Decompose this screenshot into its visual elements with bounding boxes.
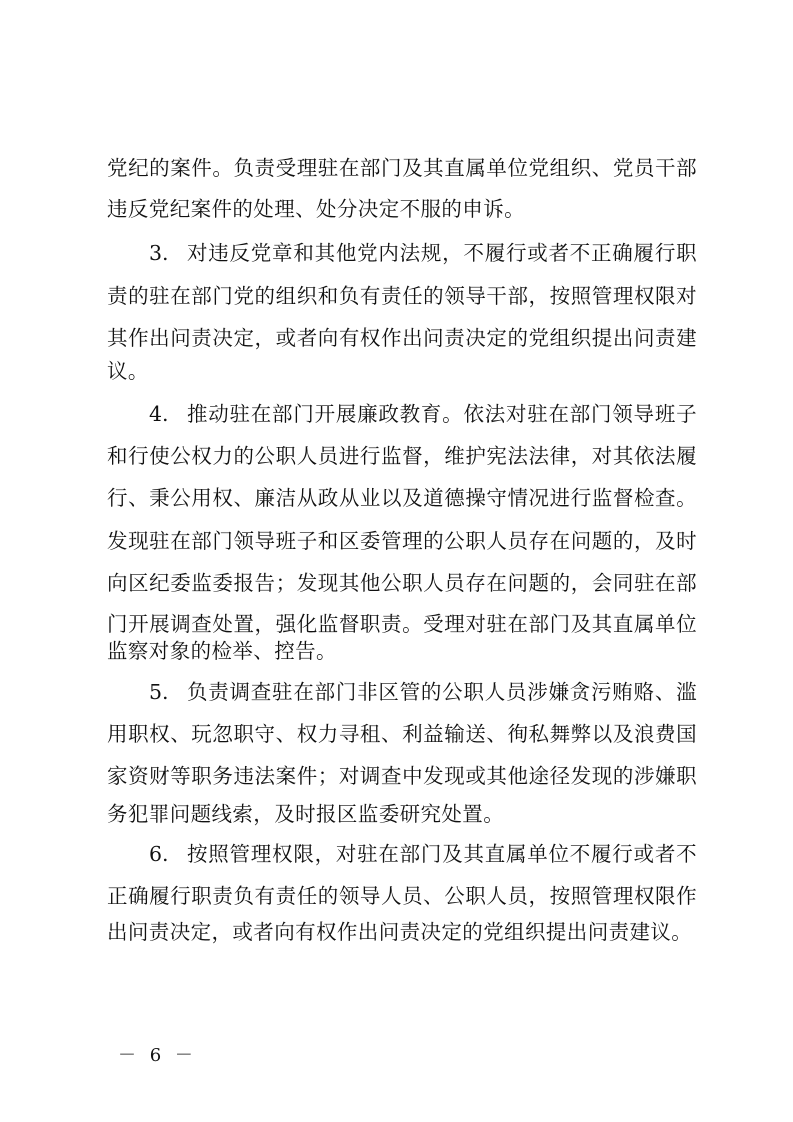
body-line: 议。 xyxy=(107,359,149,383)
body-line: 和行使公权力的公职人员进行监督，维护宪法法律，对其依法履 xyxy=(107,444,697,468)
body-line: 对违反党章和其他党内法规，不履行或者不正确履行职 xyxy=(187,241,697,265)
body-line: 行、秉公用权、廉洁从政从业以及道德操守情况进行监督检查。 xyxy=(107,486,697,510)
body-line: 责的驻在部门党的组织和负有责任的领导干部，按照管理权限对 xyxy=(107,284,697,308)
body-line: 推动驻在部门开展廉政教育。依法对驻在部门领导班子 xyxy=(187,402,697,426)
body-line: 门开展调查处置，强化监督职责。受理对驻在部门及其直属单位 xyxy=(107,612,697,636)
body-line: 其作出问责决定，或者向有权作出问责决定的党组织提出问责建 xyxy=(107,326,697,350)
body-line: 用职权、玩忽职守、权力寻租、利益输送、徇私舞弊以及浪费国 xyxy=(107,722,697,746)
body-line: 监察对象的检举、控告。 xyxy=(107,639,337,663)
body-line: 发现驻在部门领导班子和区委管理的公职人员存在问题的，及时 xyxy=(107,529,697,553)
item-number: 6. xyxy=(149,842,169,866)
item-number: 4. xyxy=(149,402,169,426)
body-line: 向区纪委监委报告；发现其他公职人员存在问题的，会同驻在部 xyxy=(107,571,697,595)
item-number: 3. xyxy=(149,241,169,265)
body-line: 违反党纪案件的处理、处分决定不服的申诉。 xyxy=(107,197,525,221)
body-line: 正确履行职责负有责任的领导人员、公职人员，按照管理权限作 xyxy=(107,884,697,908)
body-line: 按照管理权限，对驻在部门及其直属单位不履行或者不 xyxy=(187,842,697,866)
body-line: 务犯罪问题线索，及时报区监委研究处置。 xyxy=(107,802,505,826)
body-line: 党纪的案件。负责受理驻在部门及其直属单位党组织、党员干部 xyxy=(107,156,697,180)
page-number: － 6 － xyxy=(118,1045,197,1066)
body-line: 出问责决定，或者向有权作出问责决定的党组织提出问责建议。 xyxy=(107,920,693,944)
item-number: 5. xyxy=(149,680,169,704)
body-line: 家资财等职务违法案件；对调查中发现或其他途径发现的涉嫌职 xyxy=(107,764,697,788)
body-line: 负责调查驻在部门非区管的公职人员涉嫌贪污贿赂、滥 xyxy=(187,680,697,704)
